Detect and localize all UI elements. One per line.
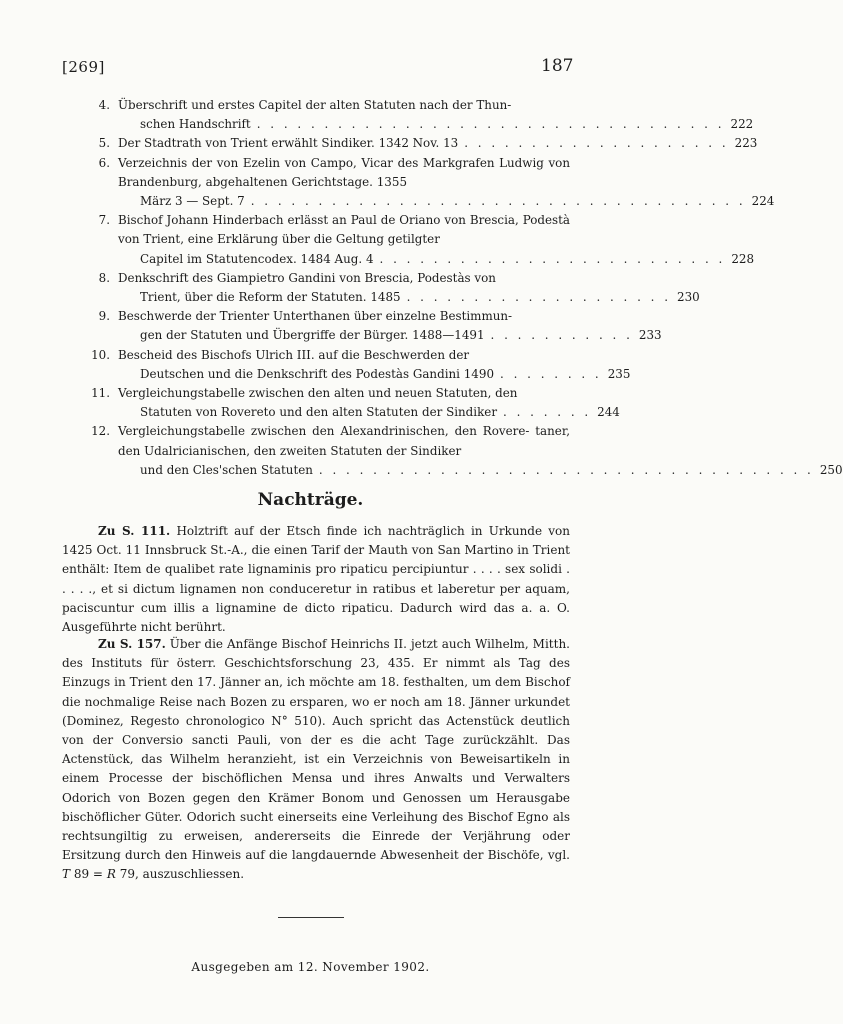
toc-entry-number: 10.	[91, 347, 110, 362]
toc-entry	[78, 269, 700, 307]
toc-entry-page: 244	[597, 405, 620, 420]
toc-entry-last-line: Capitel im Statutencodex. 1484 Aug. 4	[140, 251, 374, 266]
toc-entry-page: 230	[677, 290, 700, 305]
addendum-reference: Zu S. 111.	[98, 524, 171, 538]
addendum-text-end: 79, auszuschliessen.	[119, 867, 245, 882]
leader-dots: . . . . . . . . . . . . . . . . . . . . . . . . . . . . . . . . . . .	[256, 117, 725, 132]
toc-entry-last-line: Deutschen und die Denkschrift des Podestàs Gandini 1490	[140, 366, 495, 381]
toc-entry-page: 222	[730, 117, 754, 132]
toc-entry-last-line: Der Stadtrath von Trient erwählt Sindiker. 1342 Nov. 13	[118, 136, 459, 151]
toc-entry-text: Beschwerde der Trienter Unterthanen über einzelne Bestimmun-	[118, 309, 513, 324]
siglum-t: T	[62, 867, 71, 882]
toc-entry	[78, 346, 631, 384]
toc-entry-page: 223	[734, 136, 758, 151]
toc-entry-text: Denkschrift des Giampietro Gandini von Brescia, Podestàs von	[118, 270, 496, 285]
toc-entry-number: 12.	[91, 424, 110, 439]
toc-entry	[78, 134, 758, 153]
issue-date: Ausgegeben am 12. November 1902.	[191, 960, 430, 974]
toc-entry-page: 228	[731, 251, 755, 266]
toc-entry-page: 224	[751, 194, 775, 209]
bracket-page-number: [269]	[62, 58, 105, 76]
toc-entry-page: 235	[607, 366, 631, 381]
addendum-text: Über die Anfänge Bischof Heinrichs II. jetzt auch Wilhelm, Mitth. des Instituts für österr. Geschichtsforschung 23, 435. Er nimmt als Tag des Einzugs in Trient den 17. Jänner an, ich möchte am 18. festhalten, um dem Bischof die nochmalige Reise nach Bozen zu ersparen, wo er noch am 18. Jänner urkundet (Dominez, Regesto chronologico N° 510). Auch spricht das Actenstück deutlich von der Conversio sancti Pauli, von der es die acht Tage zurückzählt. Das Actenstück, das Wilhelm heranzieht, ist ein Verzeichnis von Beweisartikeln in einem Processe der bischöflichen Mensa und ihres Anwalts und Verwalters Odorich von Bozen gegen den Krämer Bonom und Genossen um Herausgabe bischöflicher Güter. Odorich sucht einerseits eine Verleihung des Bischof Egno als rechtsungiltig zu erweisen, andererseits die Einrede der Verjährung oder Ersitzung durch den Hinweis auf die langdauernde Abwesenheit der Bischöfe, vgl.	[62, 637, 570, 863]
toc-entry	[78, 154, 775, 212]
toc-entry-last-line: und den Cles'schen Statuten	[140, 462, 313, 477]
leader-dots: . . . . . . . . . . . . . . . . . . . . . . . . . . . . . . . . . . . . .	[318, 462, 814, 477]
toc-entry	[78, 384, 620, 422]
toc-entry-number: 8.	[98, 270, 110, 285]
addendum-reference: Zu S. 157.	[98, 637, 166, 651]
toc-entry-last-line: schen Handschrift	[140, 117, 251, 132]
toc-entry	[78, 211, 755, 269]
toc-entry-text: Überschrift und erstes Capitel der alten Statuten nach der Thun-	[118, 98, 512, 112]
toc-entry-last-line: Statuten von Rovereto und den alten Statuten der Sindiker	[140, 405, 498, 420]
toc-entry-text: Bischof Johann Hinderbach erlässt an Paul de Oriano von Brescia, Podestà von Trient, eine Erklärung über die Geltung getilgter	[118, 213, 570, 247]
leader-dots: . . . . . . . . . . .	[490, 328, 633, 343]
leader-dots: . . . . . . . . . . . . . . . . . . . .	[464, 136, 729, 151]
toc-entry	[78, 422, 843, 480]
addendum-paragraph	[62, 522, 570, 637]
section-title: Nachträge.	[257, 490, 364, 510]
page-number: 187	[541, 56, 574, 76]
toc-entry	[78, 96, 754, 134]
toc-entry-number: 6.	[98, 155, 110, 170]
siglum-r: R	[106, 867, 116, 882]
toc-entry	[78, 307, 662, 345]
toc-entry-last-line: März 3 — Sept. 7	[140, 194, 245, 209]
toc-entry-number: 7.	[98, 213, 110, 228]
toc-entry-last-line: Trient, über die Reform der Statuten. 1485	[140, 290, 401, 305]
addendum-paragraph	[62, 635, 570, 885]
toc-entry-page: 233	[638, 328, 662, 343]
leader-dots: . . . . . . . . . . . . . . . . . . . . . . . . . . . . . . . . . . . . .	[250, 194, 746, 209]
toc-entry-text: Verzeichnis der von Ezelin von Campo, Vicar des Markgrafen Ludwig von Brandenburg, abgehaltenen Gerichtstage. 1355	[118, 155, 570, 189]
leader-dots: . . . . . . .	[503, 405, 592, 420]
toc-entry-page: 250	[819, 462, 843, 477]
toc-entry-text: Bescheid des Bischofs Ulrich III. auf die Beschwerden der	[118, 347, 470, 362]
toc-entry-text: Vergleichungstabelle zwischen den alten und neuen Statuten, den	[118, 386, 518, 401]
leader-dots: . . . . . . . .	[500, 366, 602, 381]
table-of-contents	[78, 96, 843, 480]
toc-entry-number: 9.	[98, 309, 110, 324]
toc-entry-number: 4.	[98, 98, 110, 112]
divider	[278, 917, 344, 918]
toc-entry-number: 5.	[98, 136, 110, 151]
toc-entry-text: Vergleichungstabelle zwischen den Alexandrinischen, den Rovere- taner, den Udalricianischen, den zweiten Statuten der Sindiker	[118, 424, 570, 458]
leader-dots: . . . . . . . . . . . . . . . . . . . . . . . . . .	[379, 251, 726, 266]
toc-entry-last-line: gen der Statuten und Übergriffe der Bürger. 1488—1491	[140, 328, 485, 343]
addendum-text-mid: 89 =	[73, 867, 103, 882]
addendum-text: Holztrift auf der Etsch finde ich nachträglich in Urkunde von 1425 Oct. 11 Innsbruck St.-A., die einen Tarif der Mauth von San Martino in Trient enthält: Item de qualibet rate lignaminis pro ripaticu percipiuntur . . . . sex solidi . . . . ., et si dictum lignamen non conduceretur in ratibus et laberetur per aquam, paciscuntur cum illis a lignamine de dicto ripaticu. Dadurch wird das a. a. O. Ausgeführte nicht berührt.	[62, 524, 570, 635]
toc-entry-number: 11.	[91, 386, 110, 401]
leader-dots: . . . . . . . . . . . . . . . . . . . .	[406, 290, 672, 305]
